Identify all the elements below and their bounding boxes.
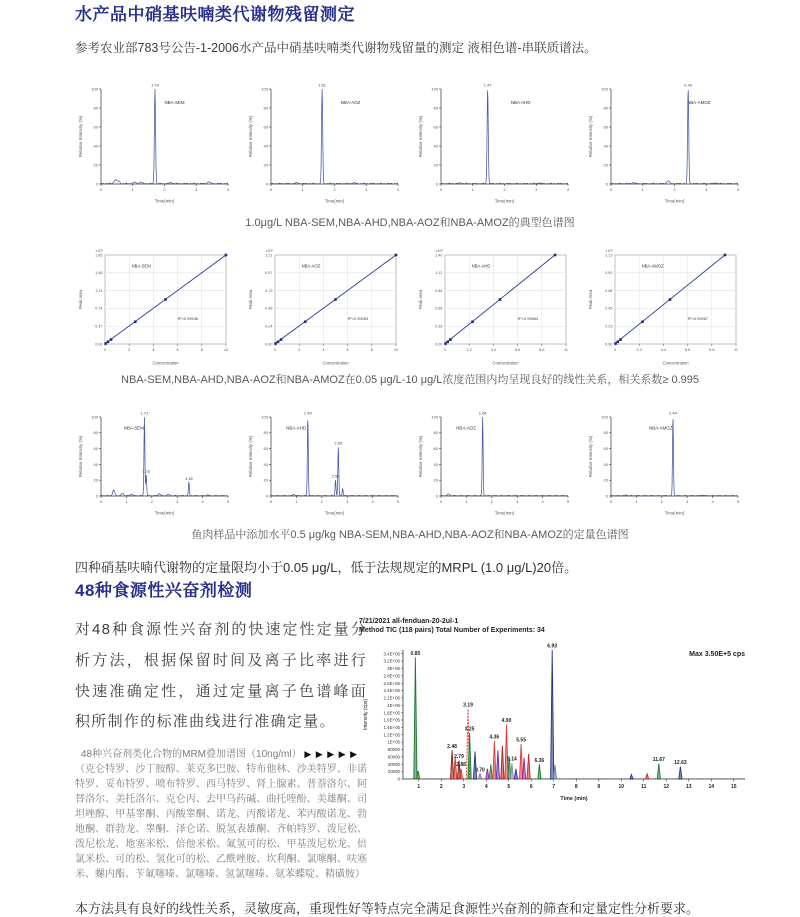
svg-text:1.40: 1.40	[435, 253, 443, 258]
svg-text:6.6: 6.6	[684, 348, 691, 352]
svg-text:Time(min): Time(min)	[494, 510, 515, 516]
svg-text:4: 4	[201, 499, 204, 504]
svg-text:4.36: 4.36	[489, 734, 500, 741]
svg-text:1.12: 1.12	[435, 271, 443, 276]
svg-text:0: 0	[439, 187, 443, 192]
svg-text:2.88: 2.88	[456, 762, 466, 769]
svg-text:5.14: 5.14	[507, 756, 517, 763]
svg-text:40: 40	[433, 143, 438, 149]
svg-text:1: 1	[417, 784, 421, 790]
svg-text:80: 80	[433, 105, 438, 111]
mrm-note-title: 48种兴奋剂类化合物的MRM叠加谱图（10ng/ml）	[81, 749, 302, 760]
svg-text:80: 80	[93, 430, 98, 436]
svg-text:40: 40	[603, 461, 608, 467]
svg-text:6.6: 6.6	[514, 348, 521, 352]
svg-text:60: 60	[433, 446, 438, 451]
svg-text:0.00: 0.00	[95, 342, 103, 347]
svg-text:8: 8	[200, 348, 203, 352]
svg-text:60: 60	[433, 124, 438, 130]
tic-chromatogram	[359, 643, 749, 803]
svg-text:R²=0.99967: R²=0.99967	[687, 315, 709, 321]
svg-text:3: 3	[176, 499, 179, 504]
svg-text:1.47: 1.47	[483, 82, 492, 88]
svg-text:1: 1	[465, 499, 468, 504]
svg-text:0: 0	[265, 181, 268, 187]
svg-text:3: 3	[346, 499, 349, 504]
svg-text:3: 3	[705, 187, 708, 192]
svg-text:0.74: 0.74	[95, 306, 103, 311]
svg-text:1: 1	[471, 187, 474, 192]
svg-text:0: 0	[609, 187, 613, 192]
svg-text:0.56: 0.56	[435, 306, 443, 311]
svg-text:0: 0	[273, 348, 277, 352]
svg-text:1.70: 1.70	[151, 82, 159, 88]
svg-text:40: 40	[93, 461, 98, 467]
svg-text:Peak Area: Peak Area	[418, 289, 423, 310]
svg-text:14: 14	[708, 784, 715, 790]
svg-text:2.8E+05: 2.8E+05	[383, 673, 400, 679]
svg-text:20: 20	[263, 477, 268, 483]
svg-text:3: 3	[516, 499, 519, 504]
svg-text:2.65: 2.65	[334, 440, 343, 446]
svg-text:0: 0	[269, 499, 273, 504]
chromatogram-spiked-nba-ahd	[245, 403, 405, 517]
svg-text:Peak Area: Peak Area	[588, 289, 593, 310]
svg-text:1: 1	[125, 499, 128, 504]
svg-text:0.90: 0.90	[605, 271, 613, 276]
svg-text:0.23: 0.23	[605, 324, 613, 329]
svg-text:Peak Area: Peak Area	[78, 289, 83, 310]
svg-text:0: 0	[265, 493, 268, 499]
svg-text:2.2: 2.2	[466, 348, 472, 352]
svg-text:0: 0	[439, 499, 443, 504]
svg-text:1.61: 1.61	[318, 82, 327, 88]
svg-text:1.2E+05: 1.2E+05	[383, 732, 400, 738]
svg-text:20: 20	[603, 477, 608, 483]
svg-text:6: 6	[346, 348, 349, 352]
svg-text:×10⁵: ×10⁵	[95, 249, 103, 253]
svg-text:100: 100	[261, 414, 268, 420]
tic-chart-panel	[359, 617, 749, 813]
svg-text:2.48: 2.48	[447, 743, 457, 750]
svg-text:15: 15	[730, 784, 737, 790]
svg-text:2: 2	[320, 499, 323, 504]
svg-text:20: 20	[433, 162, 438, 168]
svg-text:0.28: 0.28	[435, 324, 443, 329]
svg-text:1.64: 1.64	[478, 410, 487, 416]
svg-text:3: 3	[535, 187, 538, 192]
svg-text:0: 0	[435, 493, 438, 499]
svg-text:1.71: 1.71	[140, 410, 149, 416]
svg-text:100: 100	[601, 414, 608, 420]
svg-text:11: 11	[641, 784, 647, 790]
svg-text:5: 5	[507, 784, 511, 790]
svg-text:NBA-AOZ: NBA-AOZ	[340, 100, 361, 106]
svg-text:5.55: 5.55	[516, 737, 526, 744]
svg-text:11: 11	[564, 348, 568, 352]
calibration-nba-amoz	[585, 242, 745, 367]
svg-text:NBA-AOZ: NBA-AOZ	[301, 263, 321, 269]
svg-text:2: 2	[660, 499, 663, 504]
section2-note	[75, 747, 367, 882]
section1-intro: 参考农业部783号公告-1-2006水产品中硝基呋喃类代谢物残留量的测定 液相色谱-串联质谱法。	[75, 41, 597, 55]
svg-text:1.11: 1.11	[95, 288, 103, 293]
svg-text:60: 60	[603, 446, 608, 451]
svg-text:NBA-AMOZ: NBA-AMOZ	[641, 263, 664, 269]
svg-text:2: 2	[333, 187, 336, 192]
svg-text:80000: 80000	[387, 747, 400, 753]
svg-text:100: 100	[91, 414, 98, 420]
svg-text:Relative Intensity (%): Relative Intensity (%)	[78, 435, 83, 478]
svg-text:2.43: 2.43	[684, 82, 693, 88]
svg-text:4: 4	[371, 499, 374, 504]
svg-text:6: 6	[529, 784, 533, 790]
svg-text:Time (min): Time (min)	[560, 796, 588, 802]
svg-text:3.19: 3.19	[463, 702, 473, 709]
svg-text:1: 1	[131, 187, 134, 192]
svg-text:2E+05: 2E+05	[387, 702, 400, 708]
svg-text:40: 40	[263, 461, 268, 467]
svg-text:100: 100	[91, 86, 98, 92]
svg-text:1.8E+05: 1.8E+05	[383, 710, 400, 716]
svg-text:Peak Area: Peak Area	[248, 289, 253, 310]
svg-text:11: 11	[734, 348, 738, 352]
svg-text:0: 0	[435, 181, 438, 187]
svg-text:1: 1	[635, 499, 638, 504]
svg-text:0.00: 0.00	[605, 342, 613, 347]
calibration-nba-aoz	[245, 242, 405, 367]
svg-text:1: 1	[641, 187, 644, 192]
svg-text:Time(min): Time(min)	[324, 198, 345, 204]
svg-text:Relative Intensity (%): Relative Intensity (%)	[588, 115, 593, 158]
svg-text:40: 40	[433, 461, 438, 467]
svg-text:0: 0	[443, 348, 447, 352]
svg-text:2.79: 2.79	[454, 754, 464, 761]
svg-text:0.45: 0.45	[605, 306, 613, 311]
svg-text:0.37: 0.37	[95, 324, 103, 329]
svg-text:0.48: 0.48	[265, 306, 273, 311]
svg-text:100: 100	[601, 86, 608, 92]
svg-text:NBA-SEM: NBA-SEM	[164, 100, 185, 106]
svg-text:1: 1	[301, 187, 304, 192]
spiked-chromatograms-row	[75, 403, 745, 517]
svg-text:2.4E+05: 2.4E+05	[383, 688, 400, 694]
section2-text-column	[75, 615, 367, 882]
svg-text:×10⁵: ×10⁵	[265, 249, 273, 253]
svg-text:0: 0	[605, 181, 608, 187]
svg-text:80: 80	[433, 430, 438, 436]
svg-text:Time(min): Time(min)	[664, 510, 685, 516]
svg-text:8: 8	[574, 784, 578, 790]
svg-text:1.6E+05: 1.6E+05	[383, 717, 400, 723]
svg-text:2: 2	[439, 784, 443, 790]
svg-text:Relative Intensity (%): Relative Intensity (%)	[248, 115, 253, 158]
svg-text:80: 80	[603, 105, 608, 111]
svg-text:R²=0.99936: R²=0.99936	[177, 315, 199, 321]
svg-text:2: 2	[298, 348, 301, 352]
document-page	[75, 0, 745, 917]
svg-text:Relative Intensity (%): Relative Intensity (%)	[588, 435, 593, 478]
svg-text:4: 4	[541, 499, 544, 504]
svg-text:1: 1	[295, 499, 298, 504]
svg-text:1.85: 1.85	[95, 253, 103, 258]
chromatogram-spiked-nba-aoz	[415, 403, 575, 517]
svg-text:80: 80	[263, 430, 268, 436]
svg-text:2: 2	[490, 499, 493, 504]
svg-text:12.63: 12.63	[674, 759, 687, 766]
svg-text:6.36: 6.36	[534, 757, 545, 764]
svg-text:3: 3	[462, 784, 466, 790]
svg-text:NBA-AMOZ: NBA-AMOZ	[649, 425, 673, 431]
svg-text:Time(min): Time(min)	[494, 198, 515, 204]
svg-text:0: 0	[99, 187, 103, 192]
svg-text:3: 3	[686, 499, 689, 504]
svg-text:100: 100	[431, 86, 438, 92]
svg-text:0.24: 0.24	[265, 324, 273, 329]
svg-text:20: 20	[603, 162, 608, 168]
svg-text:11.67: 11.67	[652, 757, 665, 764]
svg-text:6.93: 6.93	[547, 643, 558, 650]
svg-text:×10⁵: ×10⁵	[605, 249, 613, 253]
compound-list: （克仑特罗、沙丁胺醇、莱克多巴胺、特布他林、沙美特罗、非诺特罗、妥布特罗、喷布特罗、西马特罗、肾上腺素、普萘洛尔、阿替洛尔、美托洛尔、克仑丙、去甲乌药碱、曲托喹酚、美雄酮、司坦唑醇、甲基睾酮、丙酸睾酮、诺龙、丙酸诺龙、苯丙酸诺龙、勃地酮、群勃龙、睾酮、泽仑诺、脱氢表雄酮、齐帕特罗、泼尼松、泼尼松龙、地塞米松、倍他米松、氟氢可的松、甲基泼尼松龙、倍氯米松、可的松、氢化可的松、乙酰唑胺、坎利酮、氯噻酮、呋塞米、螺内酯、苄氟噻嗪、氯噻嗪、氢氯噻嗪、氨苯蝶啶、精磺胺）	[75, 764, 367, 880]
chromatogram-standard-nba-sem	[75, 75, 235, 205]
svg-text:NBA-AHD: NBA-AHD	[471, 263, 491, 269]
svg-text:Time(min): Time(min)	[154, 198, 175, 204]
svg-text:8: 8	[370, 348, 373, 352]
svg-text:2.2E+05: 2.2E+05	[383, 695, 400, 701]
section2-title: 48种食源性兴奋剂检测	[75, 581, 253, 600]
svg-text:0: 0	[613, 348, 617, 352]
svg-text:9: 9	[597, 784, 601, 790]
svg-text:40: 40	[603, 143, 608, 149]
svg-text:5: 5	[736, 499, 740, 504]
chromatogram-standard-nba-ahd	[415, 75, 575, 205]
svg-text:60: 60	[603, 124, 608, 130]
svg-text:3.46: 3.46	[184, 476, 193, 482]
svg-text:60: 60	[93, 446, 98, 451]
svg-text:0: 0	[103, 348, 107, 352]
svg-text:Time(min): Time(min)	[664, 198, 685, 204]
svg-text:R²=0.99983: R²=0.99983	[347, 315, 369, 321]
section2-paragraph: 对48种食源性兴奋剂的快速定性定量分析方法，根据保留时间及离子比率进行快速准确定性，通过定量离子色谱峰面积所制作的标准曲线进行准确定量。	[75, 621, 367, 731]
svg-text:0: 0	[397, 776, 400, 782]
play-arrows-icon: ▶ ▶ ▶ ▶ ▶	[304, 749, 358, 759]
svg-text:40000: 40000	[387, 761, 400, 767]
svg-text:2: 2	[128, 348, 131, 352]
svg-text:0: 0	[269, 187, 273, 192]
svg-text:7: 7	[552, 784, 556, 790]
svg-text:Concentration: Concentration	[152, 360, 179, 366]
svg-text:3.2E+05: 3.2E+05	[383, 658, 400, 664]
tic-header-line2: Method TIC (118 pairs) Total Number of Experiments: 34	[359, 627, 545, 635]
svg-text:1.21: 1.21	[265, 253, 273, 258]
svg-text:80: 80	[93, 105, 98, 111]
calibration-curves-row	[75, 242, 745, 367]
svg-text:8.8: 8.8	[539, 348, 545, 352]
svg-text:3.70: 3.70	[475, 767, 485, 774]
svg-text:2.44: 2.44	[669, 410, 677, 416]
svg-text:60: 60	[263, 124, 268, 130]
svg-text:4: 4	[396, 187, 400, 192]
svg-text:4: 4	[484, 784, 488, 790]
svg-text:60: 60	[263, 446, 268, 451]
caption-spiked-chromatograms: 鱼肉样品中添加水平0.5 μg/kg NBA-SEM,NBA-AHD,NBA-AOZ和NBA-AMOZ的定量色谱图	[191, 529, 629, 541]
svg-text:Concentration: Concentration	[322, 360, 349, 366]
svg-text:0: 0	[609, 499, 613, 504]
svg-text:4: 4	[322, 348, 325, 352]
svg-text:Relative Intensity (%): Relative Intensity (%)	[418, 435, 423, 478]
svg-text:0.00: 0.00	[435, 342, 443, 347]
tic-header-line1: 7/21/2021 all-fenduan-20-2ul-1	[359, 618, 459, 625]
chromatogram-spiked-nba-sem	[75, 403, 235, 517]
caption-linearity: NBA-SEM,NBA-AHD,NBA-AOZ和NBA-AMOZ在0.05 μg/L-10 μg/L浓度范围内均呈现良好的线性关系，相关系数≥ 0.995	[121, 374, 699, 386]
caption-standard-chromatograms: 1.0μg/L NBA-SEM,NBA-AHD,NBA-AOZ和NBA-AMOZ的典型色谱图	[245, 217, 575, 229]
standard-chromatograms-row	[75, 75, 745, 205]
svg-text:5: 5	[226, 499, 230, 504]
svg-text:0.84: 0.84	[435, 288, 443, 293]
svg-text:1.75: 1.75	[142, 468, 151, 474]
svg-text:0.68: 0.68	[605, 288, 613, 293]
svg-text:13: 13	[685, 784, 692, 790]
chromatogram-standard-nba-aoz	[245, 75, 405, 205]
svg-text:40: 40	[263, 143, 268, 149]
section2-body	[75, 615, 745, 882]
svg-text:100: 100	[261, 86, 268, 92]
svg-text:8.8: 8.8	[709, 348, 715, 352]
svg-text:NBA-AOZ: NBA-AOZ	[456, 425, 476, 431]
svg-text:0.85: 0.85	[410, 650, 421, 657]
chromatogram-spiked-nba-amoz	[585, 403, 745, 517]
svg-text:20: 20	[263, 162, 268, 168]
svg-text:2: 2	[673, 187, 676, 192]
svg-text:Relative Intensity (%): Relative Intensity (%)	[78, 115, 83, 158]
svg-text:Relative Intensity (%): Relative Intensity (%)	[418, 115, 423, 158]
chromatogram-standard-nba-amoz	[585, 75, 745, 205]
svg-text:80: 80	[603, 430, 608, 436]
section1-title: 水产品中硝基呋喃类代谢物残留测定	[75, 5, 355, 24]
svg-text:10: 10	[223, 348, 229, 352]
svg-text:4.90: 4.90	[501, 717, 512, 724]
svg-text:20: 20	[93, 477, 98, 483]
svg-text:4: 4	[711, 499, 714, 504]
svg-text:2.54: 2.54	[331, 473, 340, 479]
svg-text:10: 10	[393, 348, 399, 352]
svg-text:0.97: 0.97	[265, 271, 273, 276]
svg-text:NBA-SEM: NBA-SEM	[123, 425, 144, 431]
svg-text:2: 2	[150, 499, 153, 504]
svg-text:0: 0	[95, 493, 98, 499]
svg-text:2: 2	[503, 187, 506, 192]
svg-text:0: 0	[95, 181, 98, 187]
svg-text:NBA-AHD: NBA-AHD	[286, 425, 307, 431]
svg-text:2: 2	[163, 187, 166, 192]
svg-text:1E+05: 1E+05	[387, 739, 400, 745]
svg-text:4: 4	[152, 348, 155, 352]
svg-text:Concentration: Concentration	[492, 360, 519, 366]
svg-text:3: 3	[195, 187, 198, 192]
svg-text:NBA-SEM: NBA-SEM	[131, 263, 151, 269]
svg-text:4.4: 4.4	[490, 348, 497, 352]
svg-text:1.48: 1.48	[95, 271, 103, 276]
svg-text:Concentration: Concentration	[662, 360, 689, 366]
svg-text:3.4E+05: 3.4E+05	[383, 651, 400, 657]
svg-text:6: 6	[176, 348, 179, 352]
svg-text:0: 0	[99, 499, 103, 504]
svg-text:0.00: 0.00	[265, 342, 273, 347]
svg-text:2.6E+05: 2.6E+05	[383, 680, 400, 686]
svg-text:12: 12	[663, 784, 670, 790]
svg-text:3.25: 3.25	[464, 726, 475, 733]
section1-conclusion: 四种硝基呋喃代谢物的定量限均小于0.05 μg/L，低于法规规定的MRPL (1.0 μg/L)20倍。	[75, 560, 578, 575]
svg-text:60000: 60000	[387, 754, 400, 760]
svg-text:4: 4	[226, 187, 230, 192]
svg-text:100: 100	[431, 414, 438, 420]
tic-max-label: Max 3.50E+5 cps	[689, 651, 745, 658]
svg-text:80: 80	[263, 105, 268, 111]
svg-text:0.73: 0.73	[265, 288, 273, 293]
svg-text:Relative Intensity (%): Relative Intensity (%)	[248, 435, 253, 478]
svg-text:×10⁵: ×10⁵	[435, 249, 443, 253]
svg-text:1.4E+05: 1.4E+05	[383, 725, 400, 730]
calibration-nba-ahd	[415, 242, 575, 367]
svg-text:R²=0.99864: R²=0.99864	[517, 315, 539, 321]
svg-text:4.4: 4.4	[660, 348, 667, 352]
svg-text:Time(min): Time(min)	[324, 510, 345, 516]
svg-text:NBA-AMOZ: NBA-AMOZ	[687, 100, 711, 106]
svg-text:1.45: 1.45	[303, 410, 312, 416]
svg-text:Intensity (cps): Intensity (cps)	[363, 698, 369, 731]
svg-text:4: 4	[566, 187, 570, 192]
svg-text:1.13: 1.13	[605, 253, 613, 258]
svg-text:20: 20	[433, 477, 438, 483]
svg-text:20: 20	[93, 162, 98, 168]
svg-text:2.2: 2.2	[636, 348, 642, 352]
svg-text:0: 0	[605, 493, 608, 499]
svg-text:5: 5	[566, 499, 570, 504]
svg-text:60: 60	[93, 124, 98, 130]
svg-text:40: 40	[93, 143, 98, 149]
svg-text:5: 5	[396, 499, 400, 504]
svg-text:3: 3	[365, 187, 368, 192]
svg-text:Time(min): Time(min)	[154, 510, 175, 516]
svg-text:3E+05: 3E+05	[387, 666, 400, 672]
svg-text:20000: 20000	[387, 769, 400, 775]
svg-text:10: 10	[618, 784, 625, 790]
section2-footer: 本方法具有良好的线性关系，灵敏度高，重现性好等特点完全满足食源性兴奋剂的筛查和定量定性分析要求。	[75, 901, 700, 916]
calibration-nba-sem	[75, 242, 235, 367]
svg-text:NBA-AHD: NBA-AHD	[510, 100, 531, 106]
svg-text:4: 4	[736, 187, 740, 192]
